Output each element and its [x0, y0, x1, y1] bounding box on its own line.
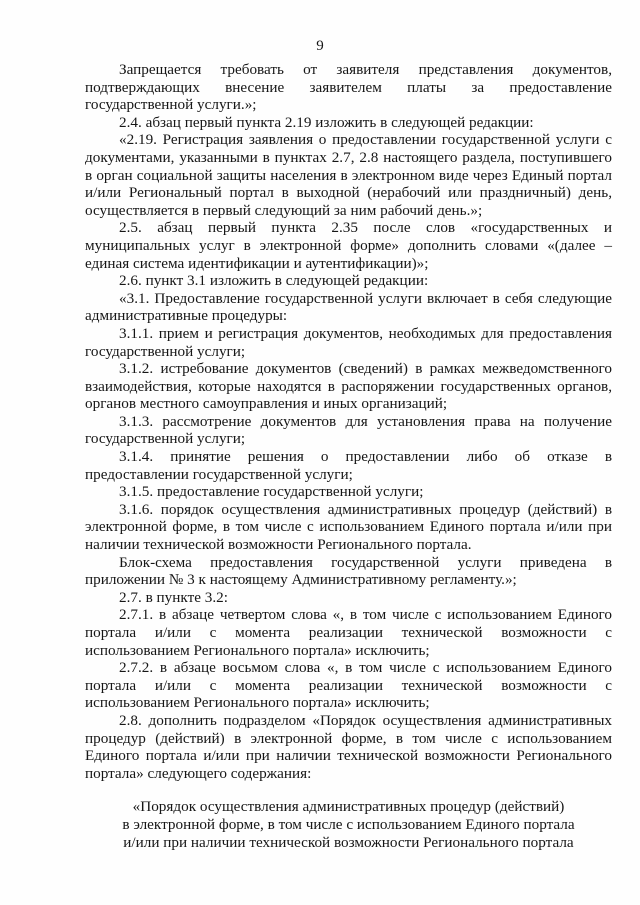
paragraph: 3.1.2. истребование документов (сведений) в рамках межведомственного взаимодействия, которые находятся в распоряжении государственных органов, органов местного самоуправления и иных организаций;	[85, 360, 612, 413]
paragraph: «3.1. Предоставление государственной услуги включает в себя следующие административные процедуры:	[85, 289, 612, 325]
heading-line: в электронной форме, в том числе с использованием Единого портала	[122, 816, 575, 833]
paragraph: «2.19. Регистрация заявления о предоставлении государственной услуги с документами, указанными в пунктах 2.7, 2.8 настоящего раздела, поступившего в орган социальной защиты населения в электронном виде через Единый портал и/или Региональный портал в выходной (нерабочий или праздничный) день, осуществляется в первый следующий за ним рабочий день.»;	[85, 131, 612, 219]
paragraph: 3.1.6. порядок осуществления административных процедур (действий) в электронной форме, в том числе с использованием Единого портала и/или при наличии технической возможности Регионального портала.	[85, 500, 612, 554]
heading-line: «Порядок осуществления административных процедур (действий)	[132, 798, 565, 815]
paragraph: 2.6. пункт 3.1 изложить в следующей редакции:	[119, 272, 429, 290]
paragraph: 2.7.1. в абзаце четвертом слова «, в том числе с использованием Единого портала и/или с момента реализации технической возможности с использованием Регионального портала» исключить;	[85, 606, 612, 659]
paragraph: 3.1.5. предоставление государственной услуги;	[119, 483, 424, 501]
paragraph: 2.8. дополнить подразделом «Порядок осуществления административных процедур (действий) в электронной форме, в том числе с использованием Единого портала и/или при наличии технической возможности Регионального портала» следующего содержания:	[85, 711, 612, 782]
paragraph: Блок-схема предоставления государственной услуги приведена в приложении № 3 к настоящему Административному регламенту.»;	[85, 553, 612, 589]
paragraph: 3.1.3. рассмотрение документов для установления права на получение государственной услуги;	[85, 412, 612, 448]
paragraph: 3.1.4. принятие решения о предоставлении либо об отказе в предоставлении государственной услуги;	[85, 448, 612, 483]
paragraph: 2.7.2. в абзаце восьмом слова «, в том числе с использованием Единого портала и/или с момента реализации технической возможности с использованием Регионального портала» исключить;	[85, 659, 612, 712]
paragraph: 2.7. в пункте 3.2:	[119, 588, 228, 606]
heading-line: и/или при наличии технической возможности Регионального портала	[123, 834, 574, 851]
subsection-heading	[85, 798, 612, 852]
page-number: 9	[316, 38, 324, 54]
paragraph: 2.4. абзац первый пункта 2.19 изложить в следующей редакции:	[119, 113, 534, 131]
paragraph: 2.5. абзац первый пункта 2.35 после слов «государственных и муниципальных услуг в электронной форме» дополнить словами «(далее – единая система идентификации и аутентификации)»;	[85, 219, 612, 272]
document-body	[85, 61, 612, 782]
paragraph: 3.1.1. прием и регистрация документов, необходимых для предоставления государственной услуги;	[85, 324, 612, 360]
paragraph: Запрещается требовать от заявителя представления документов, подтверждающих внесение заявителем платы за предоставление государственной услуги.»;	[85, 61, 612, 114]
